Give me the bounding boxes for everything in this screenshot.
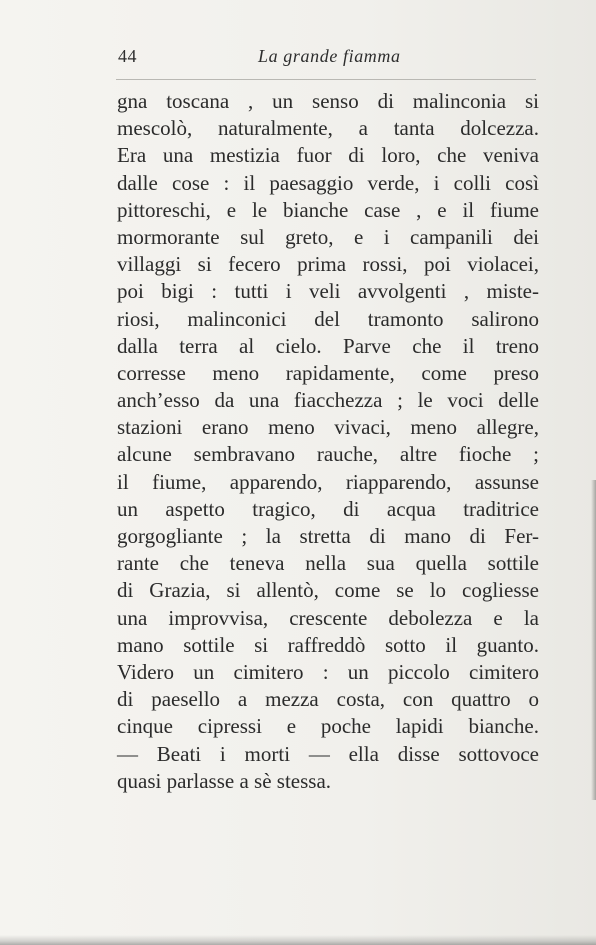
text-line: quasi parlasse a sè stessa. <box>117 768 332 793</box>
text-line: poi bigi : tutti i veli avvolgenti , miste- <box>117 279 539 304</box>
text-line: il fiume, apparendo, riapparendo, assunse <box>117 469 539 494</box>
header-rule <box>116 79 536 80</box>
text-line: mormorante sul greto, e i campanili dei <box>117 224 539 249</box>
text-line: rante che teneva nella sua quella sottile <box>117 551 539 576</box>
text-line: dalle cose : il paesaggio verde, i colli così <box>117 170 539 195</box>
text-line: — Beati i morti — ella disse sottovoce <box>117 741 539 766</box>
text-line: cinque cipressi e poche lapidi bianche. <box>117 714 539 739</box>
text-line: dalla terra al cielo. Parve che il treno <box>117 333 539 358</box>
text-line: Era una mestizia fuor di loro, che veniva <box>117 143 539 168</box>
text-line: un aspetto tragico, di acqua traditrice <box>117 496 539 521</box>
text-line: gorgogliante ; la stretta di mano di Fer- <box>117 524 539 548</box>
page-bottom-shadow <box>0 935 596 945</box>
text-line: una improvvisa, crescente debolezza e la <box>117 605 539 630</box>
text-line: mescolò, naturalmente, a tanta dolcezza. <box>117 116 539 141</box>
text-line: stazioni erano meno vivaci, meno allegre, <box>117 415 539 440</box>
text-line: mano sottile si raffreddò sotto il guanto. <box>117 632 539 657</box>
page-number: 44 <box>118 46 137 66</box>
text-line: anch’esso da una fiacchezza ; le voci delle <box>117 388 539 413</box>
text-line: riosi, malinconici del tramonto salirono <box>117 306 539 331</box>
text-line: corresse meno rapidamente, come preso <box>117 360 539 385</box>
text-line: pittoreschi, e le bianche case , e il fiume <box>117 197 539 222</box>
running-title: La grande fiamma <box>258 46 401 66</box>
page-edge-shadow <box>591 480 596 800</box>
text-line: di paesello a mezza costa, con quattro o <box>117 687 539 712</box>
text-line: alcune sembravano rauche, altre fioche ; <box>117 442 539 467</box>
running-head <box>118 46 533 72</box>
text-line: gna toscana , un senso di malinconia si <box>117 89 539 113</box>
text-line: villaggi si fecero prima rossi, poi violacei, <box>117 252 539 277</box>
text-line: Videro un cimitero : un piccolo cimitero <box>117 659 539 684</box>
body-text <box>117 88 539 795</box>
text-line: di Grazia, si allentò, come se lo cogliesse <box>117 578 539 603</box>
